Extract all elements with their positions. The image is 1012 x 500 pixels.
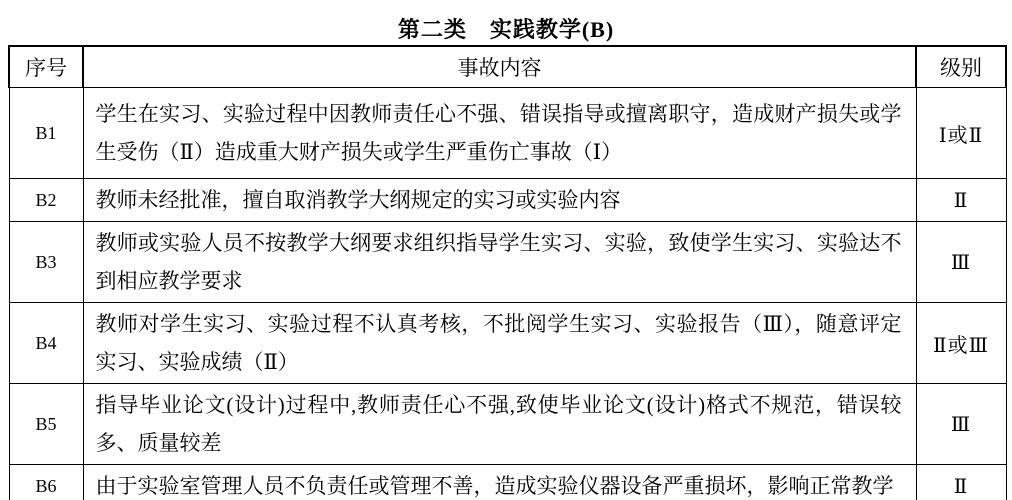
row-content: 教师对学生实习、实验过程不认真考核，不批阅学生实习、实验报告（Ⅲ），随意评定实习、实验成绩（Ⅱ） <box>83 303 916 384</box>
table-row-b3 <box>9 222 1006 303</box>
row-level: Ⅱ <box>916 465 1006 500</box>
header-level: 级别 <box>916 46 1006 88</box>
header-content: 事故内容 <box>83 46 916 88</box>
row-level: Ⅰ或Ⅱ <box>916 88 1006 179</box>
table-row-b6 <box>9 465 1006 500</box>
header-index: 序号 <box>9 46 83 88</box>
page-title: 第二类 实践教学(B) <box>397 17 615 42</box>
row-id: B6 <box>9 465 83 500</box>
accident-table <box>8 45 1007 500</box>
row-id: B5 <box>9 384 83 465</box>
row-id: B1 <box>9 88 83 179</box>
row-level: Ⅲ <box>916 384 1006 465</box>
row-level: Ⅱ或Ⅲ <box>916 303 1006 384</box>
row-id: B3 <box>9 222 83 303</box>
table-row-b5 <box>9 384 1006 465</box>
row-id: B4 <box>9 303 83 384</box>
row-content: 学生在实习、实验过程中因教师责任心不强、错误指导或擅离职守，造成财产损失或学生受伤（Ⅱ）造成重大财产损失或学生严重伤亡事故（Ⅰ） <box>83 88 916 179</box>
row-id: B2 <box>9 179 83 222</box>
table-row-b1 <box>9 88 1006 179</box>
row-content: 教师未经批准，擅自取消教学大纲规定的实习或实验内容 <box>83 179 916 222</box>
table-row-b4 <box>9 303 1006 384</box>
row-content: 教师或实验人员不按教学大纲要求组织指导学生实习、实验，致使学生实习、实验达不到相应教学要求 <box>83 222 916 303</box>
row-content: 由于实验室管理人员不负责任或管理不善，造成实验仪器设备严重损坏，影响正常教学 <box>83 465 916 500</box>
table-header-row <box>9 46 1006 88</box>
table-row-b2 <box>9 179 1006 222</box>
row-content: 指导毕业论文(设计)过程中,教师责任心不强,致使毕业论文(设计)格式不规范，错误较多、质量较差 <box>83 384 916 465</box>
row-level: Ⅲ <box>916 222 1006 303</box>
row-level: Ⅱ <box>916 179 1006 222</box>
